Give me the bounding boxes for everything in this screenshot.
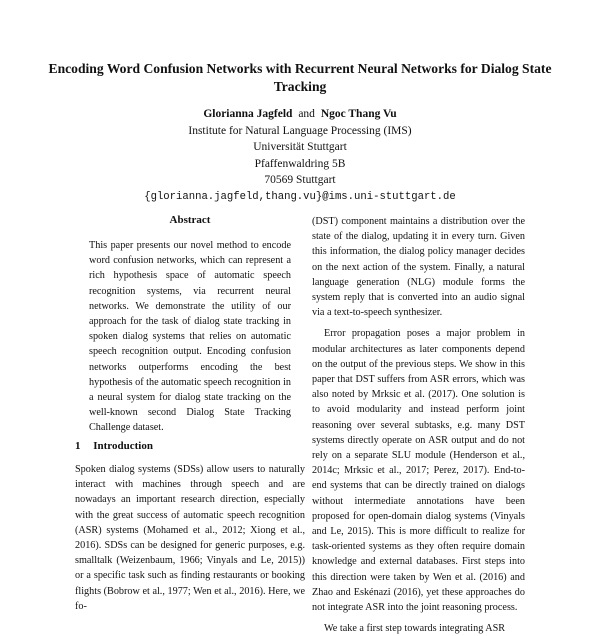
right-paragraph-3: We take a first step towards integrating ASR (324, 623, 506, 635)
intro-heading (75, 440, 153, 452)
author-and: and (298, 108, 315, 120)
right-column (312, 214, 525, 636)
paper-title: Encoding Word Confusion Networks with Recurrent Neural Networks for Dialog State Tracking (48, 61, 552, 94)
right-paragraph-1: (DST) component maintains a distribution over the state of the dialog, updating it in every turn. Given this information, the dialog policy manager decides on the next action of the system. Finally, a natural language generation (NLG) module forms the system reply that is converted into an audio signal via a text-to-speech synthesizer. (312, 216, 525, 319)
author-1: Glorianna Jagfeld (203, 108, 293, 120)
author-email: {glorianna.jagfeld,thang.vu}@ims.uni-stuttgart.de (144, 190, 456, 203)
author-street: Pfaffenwaldring 5B (254, 157, 346, 170)
intro-section-title: Introduction (93, 440, 153, 452)
abstract-text: This paper presents our novel method to encode word confusion networks, which can represent a rich hypothesis space of automatic speech recognition systems, via recurrent neural networks. We demonstrate the utility of our approach for the task of dialog state tracking in spoken dialog systems that relies on automatic speech recognition output. Encoding confusion networks outperforms encoding the best hypothesis of the automatic speech recognition in a neural system for dialog state tracking on the well-known second Dialog State Tracking Challenge dataset. (89, 240, 291, 434)
author-city: 70569 Stuttgart (264, 174, 336, 186)
author-institute: Institute for Natural Language Processing (IMS) (188, 124, 412, 137)
author-block (40, 106, 560, 205)
author-2: Ngoc Thang Vu (320, 108, 397, 120)
intro-section-number: 1 (75, 440, 81, 452)
intro-paragraph: Spoken dialog systems (SDSs) allow users to naturally interact with machines through speech and are nowadays an important research direction, especially with the great success of automatic speech recognition (ASR) systems (Mohamed et al., 2012; Xiong et al., 2016). SDSs can be designed for generic purposes, e.g. smalltalk (Weizenbaum, 1966; Vinyals and Le, 2015)) or a specific task such as finding restaurants or booking flights (Bobrow et al., 1977; Wen et al., 2016). Here, we fo- (75, 464, 305, 612)
author-names (40, 106, 560, 123)
abstract-heading: Abstract (169, 214, 211, 226)
author-university: Universität Stuttgart (253, 141, 347, 153)
right-paragraph-2: Error propagation poses a major problem in modular architectures as later components depend on the output of the previous steps. We show in this paper that DST suffers from ASR errors, which was also noted by Mrksic et al. (2017). One solution is to avoid modularity and instead perform joint reasoning over several subtasks, e.g. many DST systems directly operate on ASR output and do not rely on a separate SLU module (Henderson et al., 2014c; Mrksic et al., 2017; Perez, 2017). End-to-end systems that can be directly trained on dialogs without intermediate annotations have been proposed for open-domain dialog systems (Vinyals and Le, 2015). This is more difficult to realize for task-oriented systems as they often require domain knowledge and external databases. First steps into this direction were taken by Wen et al. (2016) and Zhao and Eskénazi (2016), yet these approaches do not integrate ASR into the joint reasoning process. (312, 328, 525, 614)
